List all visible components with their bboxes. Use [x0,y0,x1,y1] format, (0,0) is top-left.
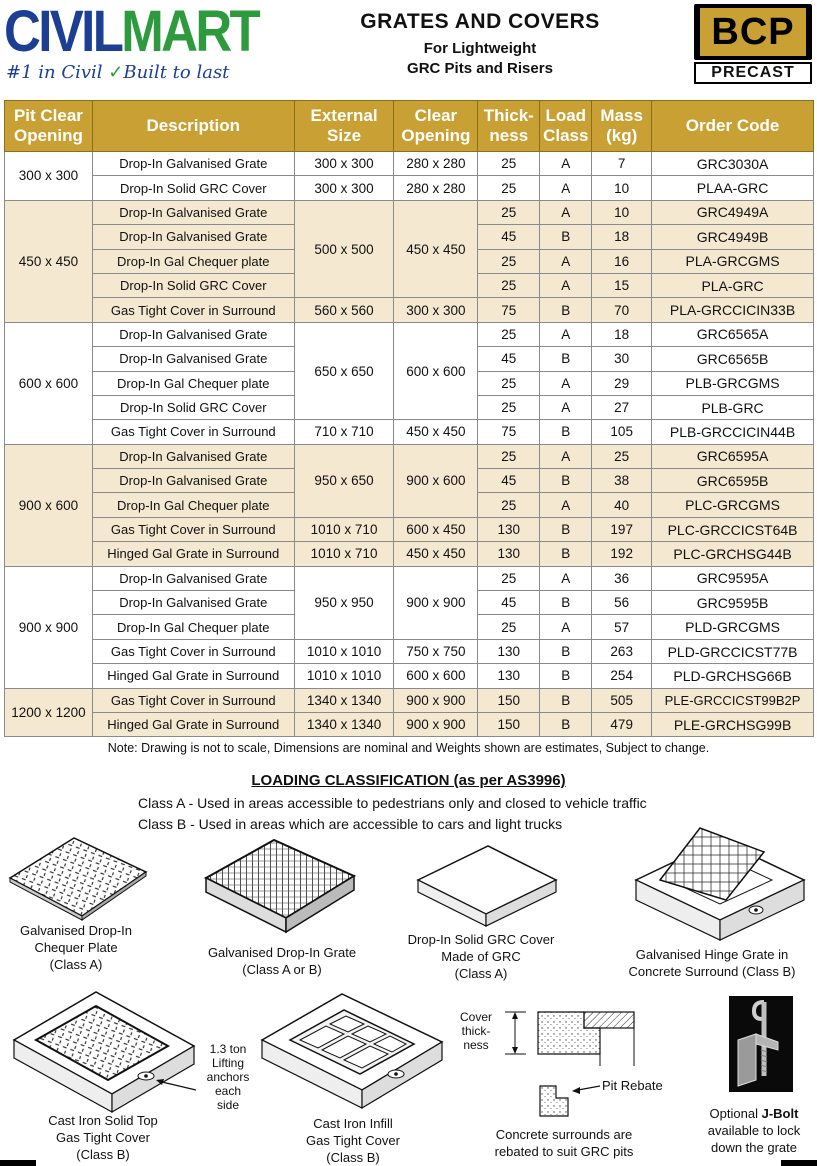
caption-concrete-surrounds: Concrete surrounds are rebated to suit GRC pits [494,1127,634,1159]
hinge-grate-drawing [636,828,804,940]
col-thickness: Thick- ness [478,101,540,152]
col-pit: Pit Clear Opening [5,101,93,152]
caption-j-bolt: Optional J-Bolt available to lock down the grate [707,1106,801,1155]
table-row: Drop-In Gal Chequer plate 25 A 29 PLB-GRCGMS [5,371,814,395]
table-row: Drop-In Galvanised Grate 45 B 56 GRC9595B [5,591,814,615]
caption-cast-iron-infill: Cast Iron Infill Gas Tight Cover (Class B) [306,1116,400,1165]
cast-iron-solid-top-drawing [14,992,196,1112]
table-row: Drop-In Solid GRC Cover 300 x 300 280 x 280 25 A 10 PLAA-GRC [5,176,814,200]
table-row: 450 x 450 Drop-In Galvanised Grate 500 x 500 450 x 450 25 A 10 GRC4949A [5,200,814,224]
col-order-code: Order Code [652,101,814,152]
cast-iron-infill-drawing [262,994,442,1108]
pit-size: 600 x 600 [5,322,93,444]
pit-size: 900 x 600 [5,444,93,566]
table-row: Drop-In Galvanised Grate 45 B 18 GRC4949B [5,225,814,249]
table-row: Gas Tight Cover in Surround 710 x 710 450 x 450 75 B 105 PLB-GRCCICIN44B [5,420,814,444]
table-row: 1200 x 1200 Gas Tight Cover in Surround 1340 x 1340 900 x 900 150 B 505 PLE-GRCCICST99B2P [5,688,814,712]
caption-solid-grc-cover: Drop-In Solid GRC Cover Made of GRC (Class A) [407,932,555,981]
table-row: 900 x 900 Drop-In Galvanised Grate 950 x 950 900 x 900 25 A 36 GRC9595A [5,566,814,590]
logo-wordmark: CIVILMART [4,0,259,64]
col-external-size: External Size [294,101,394,152]
j-bolt-photo [729,996,793,1092]
col-load-class: Load Class [540,101,592,152]
page-edge-mark [781,1160,817,1166]
col-clear-opening: Clear Opening [394,101,478,152]
page-subtitle: For Lightweight GRC Pits and Risers [407,40,553,77]
disclaimer-note: Note: Drawing is not to scale, Dimensions are nominal and Weights shown are estimates, Subject to change. [107,741,710,755]
table-row: Gas Tight Cover in Surround 1010 x 710 600 x 450 130 B 197 PLC-GRCCICST64B [5,517,814,541]
check-icon: ✓ [108,62,124,83]
table-row: 600 x 600 Drop-In Galvanised Grate 650 x 650 600 x 600 25 A 18 GRC6565A [5,322,814,346]
table-row: Gas Tight Cover in Surround 560 x 560 300 x 300 75 B 70 PLA-GRCCICIN33B [5,298,814,322]
table-row: Drop-In Gal Chequer plate 25 A 40 PLC-GRCGMS [5,493,814,517]
rebate-section-drawing [505,1012,634,1116]
table-row: Hinged Gal Grate in Surround 1010 x 1010 600 x 600 130 B 254 PLD-GRCHSG66B [5,664,814,688]
table-row: Drop-In Gal Chequer plate 25 A 16 PLA-GRCGMS [5,249,814,273]
caption-hinge-grate: Galvanised Hinge Grate in Concrete Surround (Class B) [628,947,796,979]
logo-tagline: #1 in Civil ✓Built to last [6,62,230,83]
col-description: Description [92,101,294,152]
table-row: Hinged Gal Grate in Surround 1340 x 1340 900 x 900 150 B 479 PLE-GRCHSG99B [5,712,814,736]
caption-cast-iron-solid: Cast Iron Solid Top Gas Tight Cover (Class B) [48,1113,158,1162]
table-row: 900 x 600 Drop-In Galvanised Grate 950 x 650 900 x 600 25 A 25 GRC6595A [5,444,814,468]
table-row: Hinged Gal Grate in Surround 1010 x 710 450 x 450 130 B 192 PLC-GRCHSG44B [5,542,814,566]
table-row: Drop-In Gal Chequer plate 25 A 57 PLD-GRCGMS [5,615,814,639]
class-b-description: Class B - Used in areas which are accessible to cars and light trucks [138,816,563,832]
table-row: Drop-In Solid GRC Cover 25 A 15 PLA-GRC [5,273,814,297]
table-row: Drop-In Galvanised Grate 45 B 30 GRC6565B [5,347,814,371]
class-a-description: Class A - Used in areas accessible to pedestrians only and closed to vehicle traffic [138,795,647,811]
drop-in-grate-drawing [206,840,354,932]
col-mass: Mass (kg) [592,101,652,152]
page-title: GRATES AND COVERS [360,10,600,33]
pit-size: 450 x 450 [5,200,93,322]
table-row: Drop-In Galvanised Grate 45 B 38 GRC6595B [5,469,814,493]
table-row: Drop-In Solid GRC Cover 25 A 27 PLB-GRC [5,395,814,419]
caption-drop-in-grate: Galvanised Drop-In Grate (Class A or B) [207,945,357,977]
solid-grc-cover-drawing [418,846,556,926]
caption-pit-rebate: Pit Rebate [602,1078,663,1093]
caption-lifting-anchors: 1.3 ton Lifting anchors each side [206,1042,250,1112]
page-edge-mark [0,1160,36,1166]
loading-classification-title: LOADING CLASSIFICATION (as per AS3996) [251,772,566,789]
table-row: 300 x 300 Drop-In Galvanised Grate 300 x 300 280 x 280 25 A 7 GRC3030A [5,152,814,176]
caption-chequer-plate: Galvanised Drop-In Chequer Plate (Class A) [20,923,132,972]
chequer-plate-drawing [10,838,146,920]
caption-cover-thickness: Cover thick- ness [459,1010,492,1052]
pit-size: 300 x 300 [5,152,93,201]
pit-size: 1200 x 1200 [5,688,93,737]
bcp-precast-logo: BCP PRECAST [694,4,812,86]
table-row: Gas Tight Cover in Surround 1010 x 1010 750 x 750 130 B 263 PLD-GRCCICST77B [5,639,814,663]
pit-size: 900 x 900 [5,566,93,688]
